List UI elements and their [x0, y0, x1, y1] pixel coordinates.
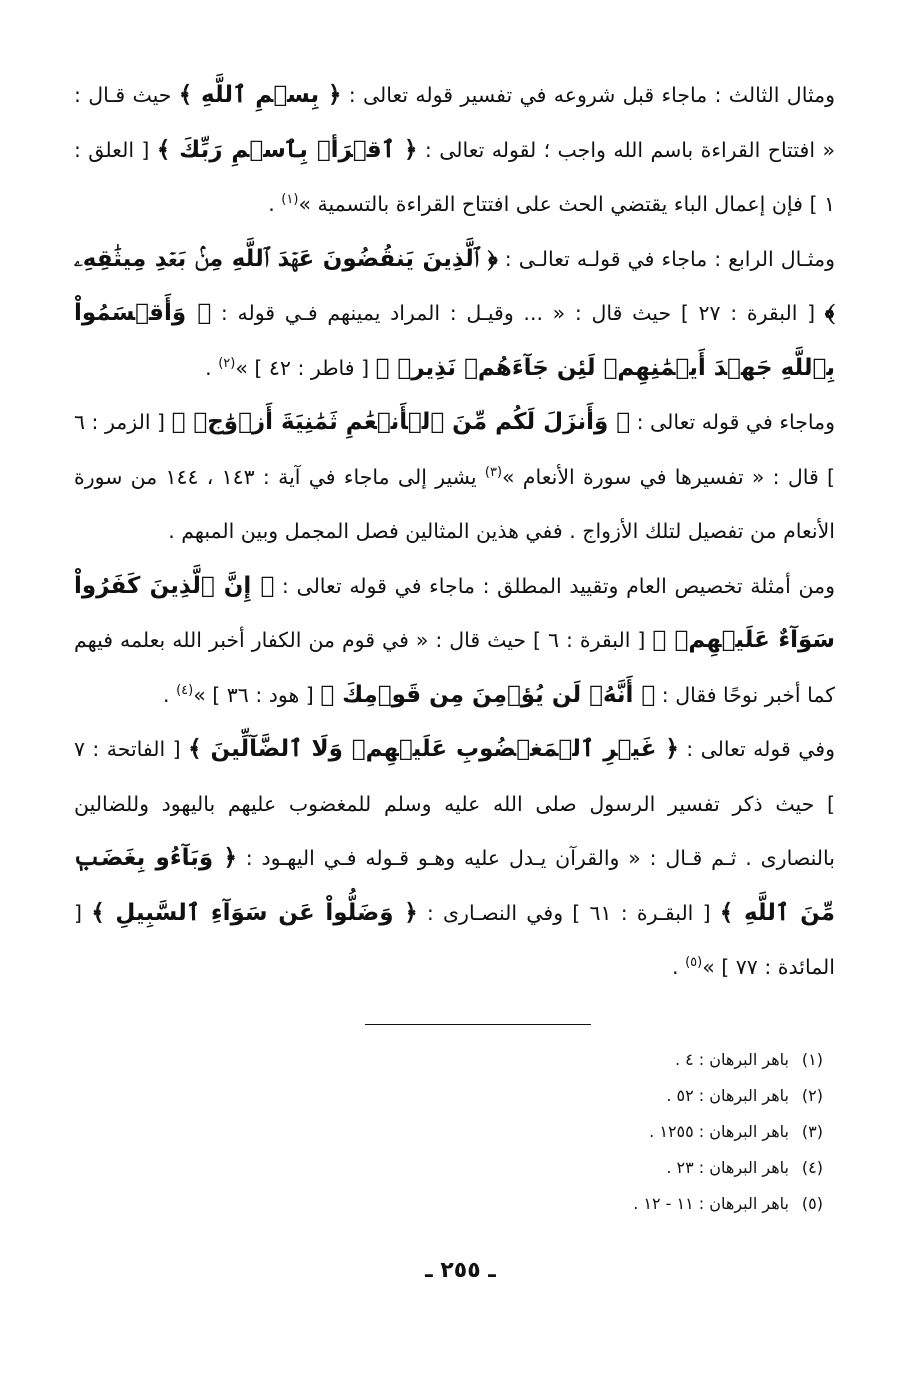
footnote: [323, 1078, 823, 1114]
footnote-text: باهر البرهان : ٢٣ .: [666, 1158, 789, 1177]
footnote-text: باهر البرهان : ١٢٥٥ .: [649, 1122, 789, 1141]
text-segment: حيث قـال : « افتتاح القراءة باسم الله واجب ؛ لقوله تعالى :: [74, 83, 835, 162]
paragraph: [74, 232, 835, 396]
footnote-number: (٣): [801, 1122, 823, 1141]
footnotes: [323, 1042, 823, 1222]
quran-verse: ﴿ ٱلَّذِينَ يَنقُضُونَ عَهۡدَ ٱللَّهِ مِنۢ بَعۡدِ مِيثَٰقِهِۦ ﴾: [74, 245, 835, 326]
text-segment: [ فاطر : ٤٢ ] »: [235, 355, 376, 380]
footnote: [323, 1114, 823, 1150]
quran-verse: ﴿ غَيۡرِ ٱلۡمَغۡضُوبِ عَلَيۡهِمۡ وَلَا ٱلضَّآلِّينَ ﴾: [188, 736, 679, 762]
text-segment: يشير إلى ماجاء في آية : ١٤٣ ، ١٤٤ من سورة الأنعام من تفصيل لتلك الأزواج . ففي هذين المثالين فصل المجمل وبين المبهم .: [74, 464, 835, 543]
footnote-text: باهر البرهان : ٤ .: [674, 1050, 789, 1069]
text-segment: .: [672, 955, 686, 979]
paragraph: [74, 68, 835, 232]
footnote-marker: (٣): [484, 464, 503, 480]
quran-verse: ﴿ وَأَنزَلَ لَكُم مِّنَ ٱلۡأَنۡعَٰمِ ثَمَٰنِيَةَ أَزۡوَٰجٖ ﴾: [171, 409, 631, 435]
quran-verse: ﴿ وَبَآءُو بِغَضَبٖ مِّنَ ٱللَّهِ ﴾: [74, 845, 836, 926]
quran-verse: ﴿ بِسۡمِ ٱللَّهِ ﴾: [178, 82, 342, 108]
paragraph: [74, 722, 835, 995]
text-segment: ومثال الثالث : ماجاء قبل شروعه في تفسير قوله تعالى :: [341, 83, 836, 107]
footnote-text: باهر البرهان : ١١ - ١٢ .: [633, 1194, 789, 1213]
page-number: ـ ٢٥٥ ـ: [425, 1258, 496, 1283]
text-segment: وفي قوله تعالى :: [678, 737, 835, 761]
footnote: [323, 1042, 823, 1078]
text-segment: [ البقرة : ٦ ] حيث قال : « في قوم من الكفار أخبر الله بعلمه فيهم كما أخبر نوحًا فقال :: [74, 628, 835, 707]
text-segment: وماجاء في قوله تعالى :: [630, 410, 835, 434]
text-segment: [ البقرة : ٢٧ ] حيث قال : « ... وقيـل : المراد يمينهم فـي قوله :: [211, 301, 825, 325]
footnote-number: (٢): [801, 1086, 823, 1105]
footnote-number: (٥): [801, 1194, 823, 1213]
text-segment: .: [268, 192, 282, 216]
quran-verse: ﴿ وَضَلُّواْ عَن سَوَآءِ ٱلسَّبِيلِ ﴾: [91, 899, 418, 926]
text-segment: [ الزمر : ٦ ] قال : « تفسيرها في سورة الأنعام »: [74, 410, 836, 489]
text-segment: [ الفاتحة : ٧ ] حيث ذكر تفسير الرسول صلى الله عليه وسلم للمغضوب عليهم باليهود وللضالين بالنصارى . ثـم قـال : « والقرآن يـدل عليه وهـو قـوله فـي اليهـود :: [74, 737, 835, 870]
quran-verse: ﴿ أَنَّهُۥ لَن يُؤۡمِنَ مِن قَوۡمِكَ ﴾: [320, 681, 656, 708]
footnote-marker: (٢): [218, 355, 236, 371]
quran-verse: ﴿ وَأَقۡسَمُواْ بِٱللَّهِ جَهۡدَ أَيۡمَٰنِهِمۡ لَئِن جَآءَهُمۡ نَذِيرٞ ﴾: [74, 300, 835, 381]
text-segment: .: [205, 355, 219, 380]
text-segment: ومثـال الرابع : ماجاء في قولـه تعالـى :: [497, 246, 835, 271]
footnote-number: (٤): [801, 1158, 823, 1177]
paragraph: [74, 395, 835, 559]
text-segment: [ العلق : ١ ] فإن إعمال الباء يقتضي الحث على افتتاح القراءة بالتسمية »: [74, 137, 835, 216]
text-segment: ومن أمثلة تخصيص العام وتقييد المطلق : ماجاء في قوله تعالى :: [274, 573, 835, 598]
footnote-marker: (٤): [176, 682, 194, 698]
footnote-separator: [365, 1024, 591, 1025]
main-text: [74, 68, 835, 995]
footnote: [323, 1186, 823, 1222]
footnote-number: (١): [801, 1050, 823, 1069]
text-segment: [ هود : ٣٦ ] »: [193, 682, 321, 707]
text-segment: .: [163, 682, 177, 707]
footnote: [323, 1150, 823, 1186]
quran-verse: ﴿ إِنَّ ٱلَّذِينَ كَفَرُواْ سَوَآءٌ عَلَيۡهِمۡ ﴾: [74, 572, 835, 653]
text-segment: [ البقـرة : ٦١ ] وفي النصـارى :: [417, 900, 720, 925]
footnote-text: باهر البرهان : ٥٢ .: [666, 1086, 789, 1105]
quran-verse: ﴿ ٱقۡرَأۡ بِٱسۡمِ رَبِّكَ ﴾: [156, 136, 418, 163]
footnote-marker: (١): [281, 192, 299, 208]
text-segment: [ المائدة : ٧٧ ] »: [74, 900, 835, 979]
paragraph: [74, 559, 835, 723]
footnote-marker: (٥): [685, 955, 703, 971]
